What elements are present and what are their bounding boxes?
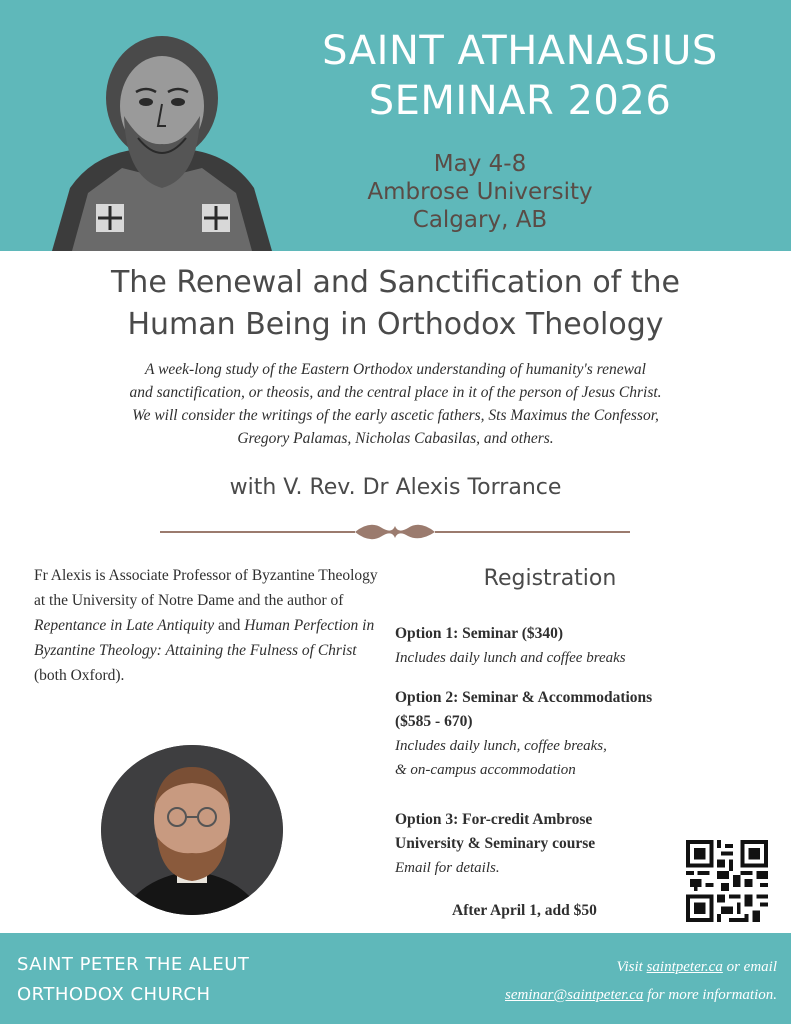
bio-book-2: Human Perfection in Byzantine Theology: Attaining the Fulness of Christ (34, 617, 375, 659)
bio-text-2: and (214, 617, 245, 634)
option-1-note: Includes daily lunch and coffee breaks (395, 650, 626, 666)
website-link[interactable]: saintpeter.ca (646, 959, 723, 975)
seminar-title-line1: SAINT ATHANASIUS (322, 28, 718, 74)
divider-ornament (160, 512, 630, 552)
description-line3: We will consider the writings of the early ascetic fathers, Sts Maximus the Confessor, (132, 407, 659, 424)
registration-heading: Registration (483, 566, 617, 591)
option-3-title-line1: Option 3: For-credit Ambrose (395, 811, 593, 828)
option-2-note-line1: Includes daily lunch, coffee breaks, (395, 738, 607, 754)
visit-prefix: Visit (616, 959, 647, 975)
presenter-photo (101, 745, 283, 915)
saint-icon-image (52, 28, 272, 251)
seminar-subtitle-line2: Human Being in Orthodox Theology (127, 307, 664, 342)
late-fee-note: After April 1, add $50 (452, 902, 597, 919)
option-2-title-line1: Option 2: Seminar & Accommodations (395, 689, 653, 706)
header-banner (0, 0, 791, 251)
bio-text-1: Fr Alexis is Associate Professor of Byzantine Theology at the University of Notre Dame and the author of (34, 567, 378, 609)
qr-code[interactable] (686, 840, 768, 922)
option-2-note-line2: & on-campus accommodation (395, 762, 576, 778)
seminar-title-line2: SEMINAR 2026 (368, 78, 672, 124)
bio-text-3: (both Oxford). (34, 667, 125, 684)
event-city: Calgary, AB (412, 207, 548, 233)
description-line4: Gregory Palamas, Nicholas Cabasilas, and others. (237, 430, 554, 447)
event-venue: Ambrose University (367, 179, 593, 205)
option-1-title: Option 1: Seminar ($340) (395, 625, 564, 642)
presenter-name: with V. Rev. Dr Alexis Torrance (229, 475, 562, 500)
description-line1: A week-long study of the Eastern Orthodox understanding of humanity's renewal (145, 361, 646, 378)
seminar-subtitle-line1: The Renewal and Sanctification of the (110, 265, 681, 300)
option-2-title-line2: ($585 - 670) (395, 713, 473, 730)
bio-book-1: Repentance in Late Antiquity (34, 617, 215, 634)
contact-info (505, 953, 777, 1009)
event-dates: May 4-8 (433, 151, 527, 177)
church-name-line2: ORTHODOX CHURCH (17, 984, 211, 1005)
presenter-bio (34, 563, 389, 688)
church-name-line1: SAINT PETER THE ALEUT (17, 954, 250, 975)
registration-option-2 (395, 686, 765, 782)
visit-suffix: or email (722, 959, 777, 975)
registration-option-1 (395, 622, 765, 670)
church-name (17, 950, 249, 1010)
email-suffix: for more information. (643, 987, 777, 1003)
option-3-note: Email for details. (395, 860, 500, 876)
description-line2: and sanctification, or theosis, and the central place in it of the person of Jesus Christ. (129, 384, 662, 401)
option-3-title-line2: University & Seminary course (395, 835, 596, 852)
email-link[interactable]: seminar@saintpeter.ca (505, 987, 644, 1003)
